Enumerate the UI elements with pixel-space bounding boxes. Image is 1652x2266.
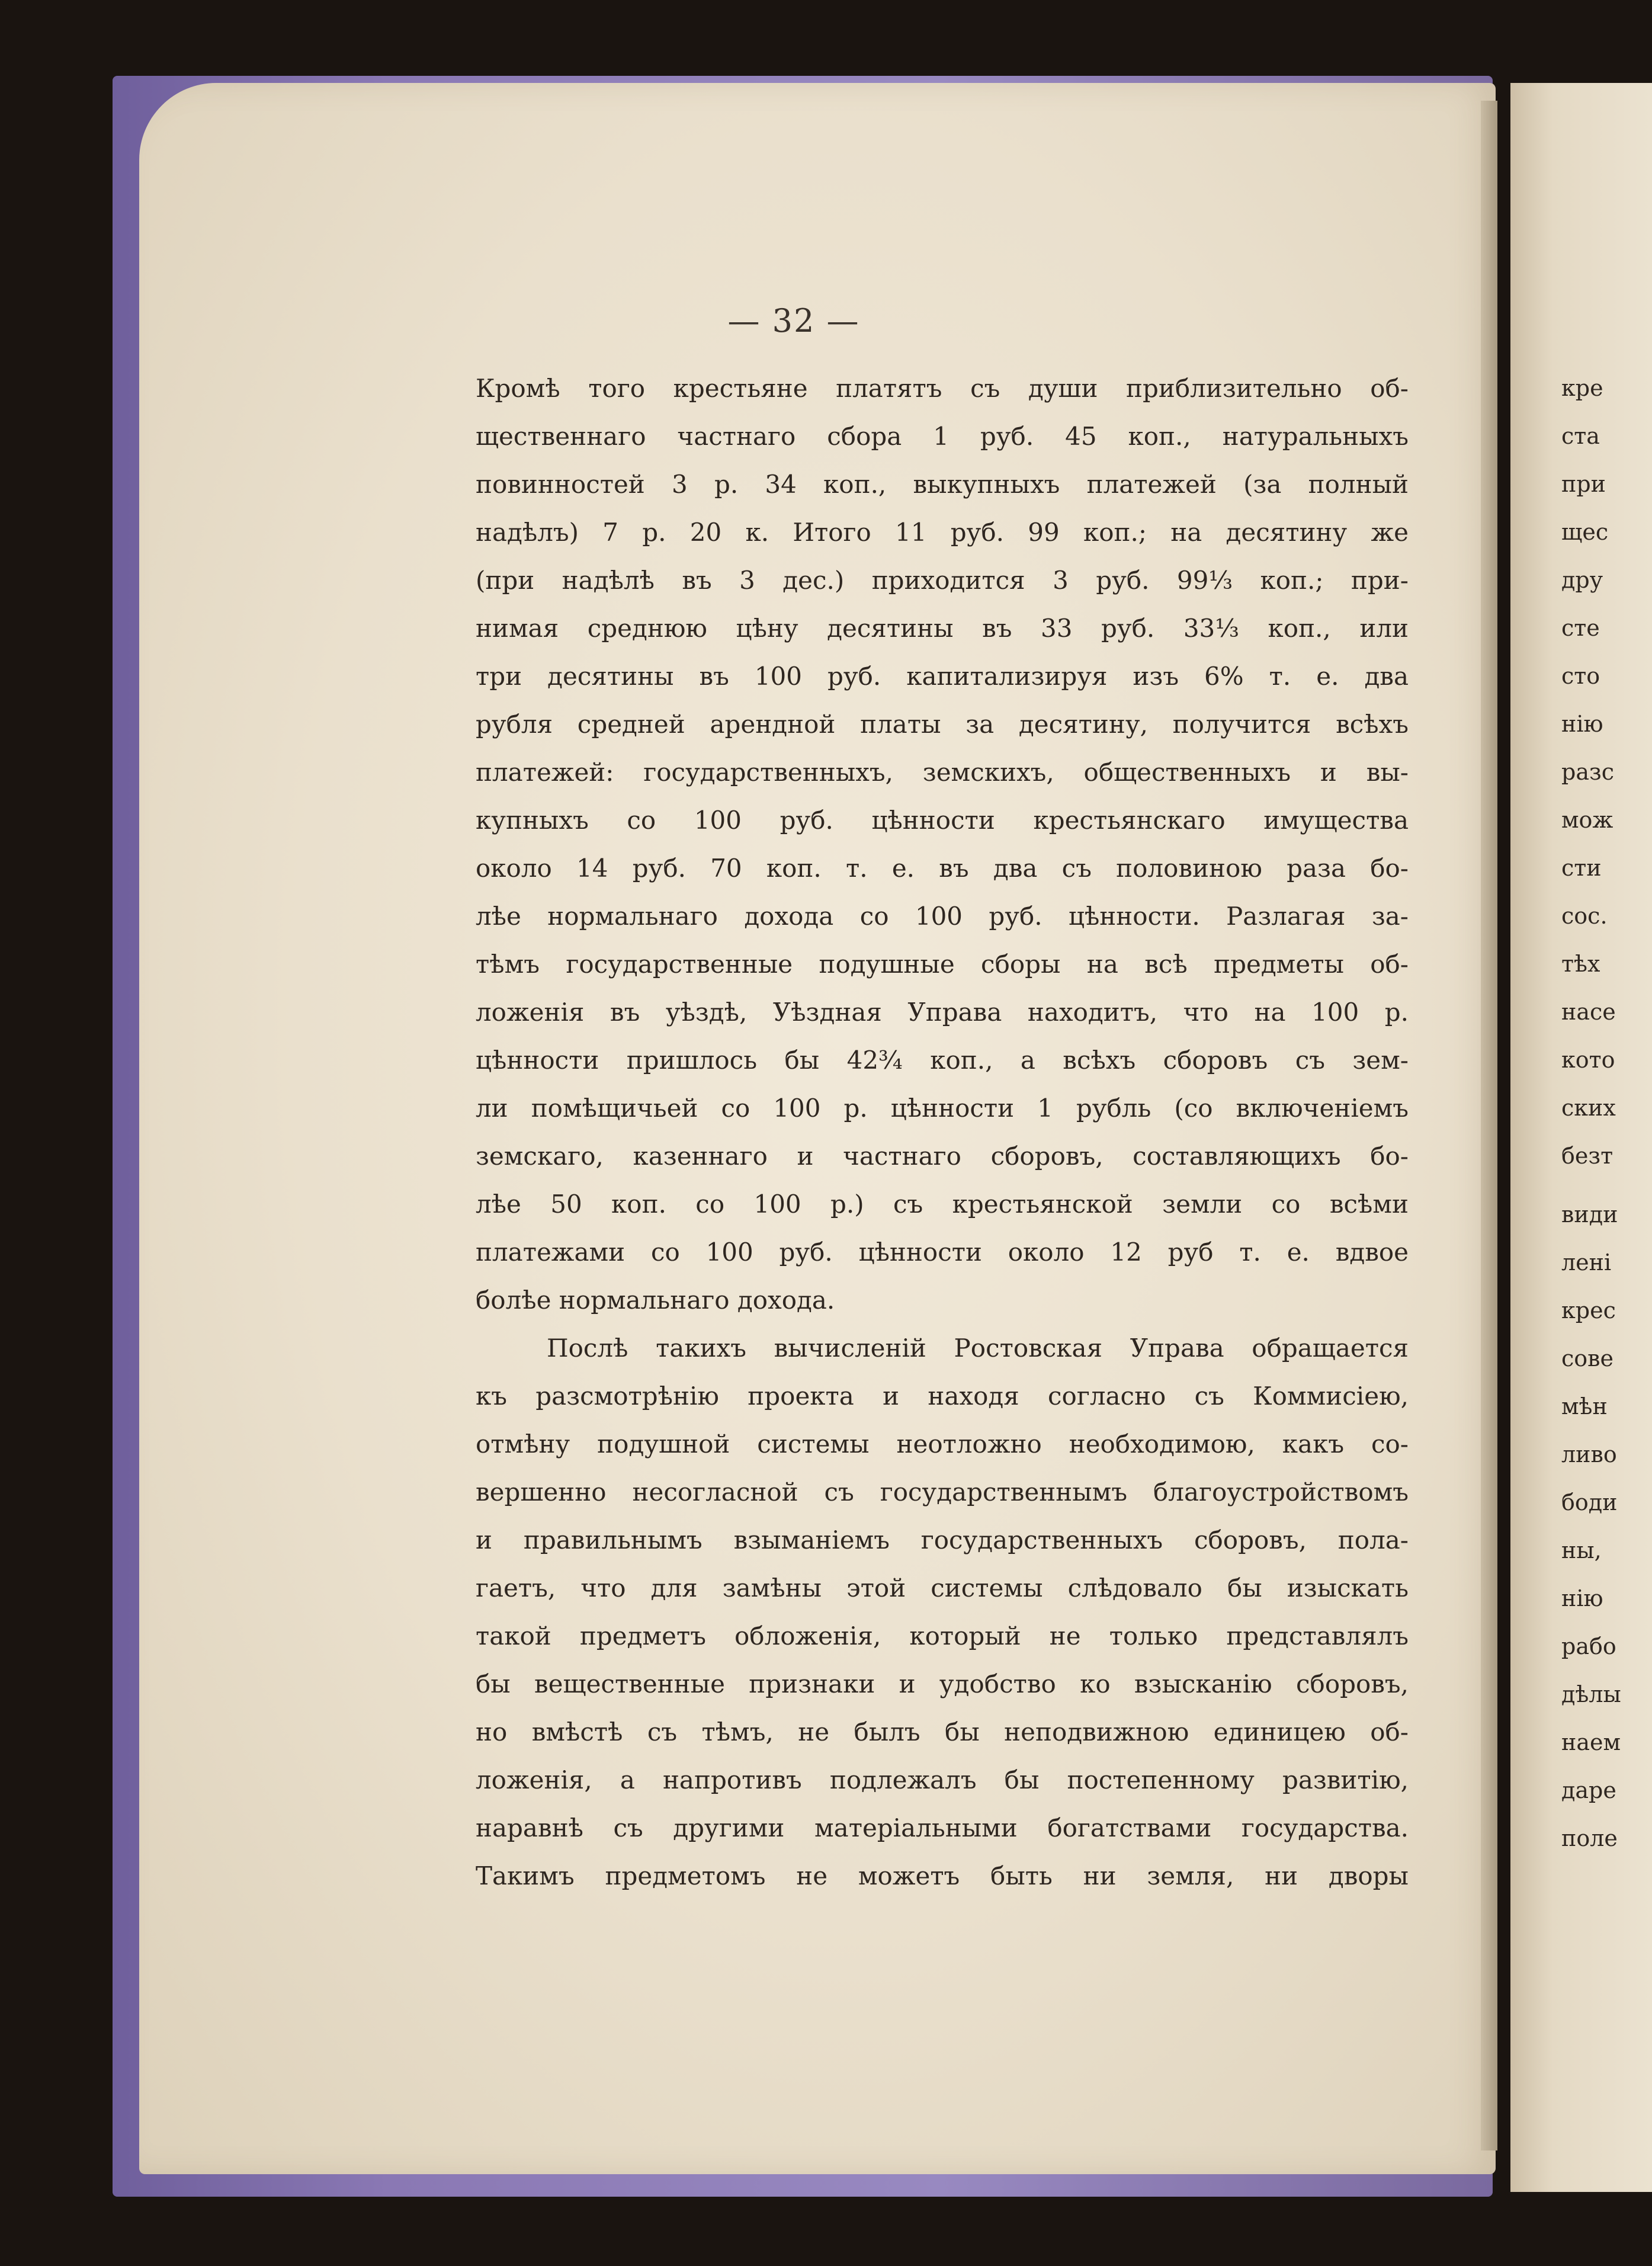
text-line: (при надѣлѣ въ 3 дес.) приходится 3 руб. 99⅓ коп.; при-: [476, 566, 1409, 595]
fragment-line: даре: [1561, 1777, 1616, 1803]
text-line: наравнѣ съ другими матеріальными богатствами государства.: [476, 1813, 1409, 1842]
text-line: купныхъ со 100 руб. цѣнности крестьянскаго имущества: [476, 806, 1409, 835]
page-edge: [1481, 101, 1497, 2150]
fragment-line: сове: [1561, 1345, 1614, 1371]
fragment-line: щес: [1561, 519, 1609, 545]
fragment-line: разс: [1561, 759, 1614, 785]
text-line: щественнаго частнаго сбора 1 руб. 45 коп., натуральныхъ: [476, 422, 1409, 451]
fragment-line: безт: [1561, 1143, 1613, 1169]
fragment-line: нію: [1561, 711, 1603, 737]
text-line: отмѣну подушной системы неотложно необходимою, какъ со-: [476, 1430, 1409, 1459]
fragment-line: мѣн: [1561, 1393, 1608, 1419]
fragment-line: ны,: [1561, 1537, 1602, 1563]
paragraph-end-line: болѣе нормальнаго дохода.: [476, 1286, 835, 1315]
text-line: бы вещественные признаки и удобство ко взысканію сборовъ,: [476, 1669, 1409, 1698]
text-line: такой предметъ обложенія, который не только представлялъ: [476, 1621, 1409, 1650]
fragment-line: рабо: [1561, 1633, 1616, 1659]
fragment-line: сос.: [1561, 903, 1608, 929]
fragment-line: сти: [1561, 855, 1602, 881]
text-line: цѣнности пришлось бы 42¾ коп., а всѣхъ сборовъ съ зем-: [476, 1046, 1409, 1075]
fragment-line: поле: [1561, 1825, 1618, 1851]
text-line: но вмѣстѣ съ тѣмъ, не былъ бы неподвижною единицею об-: [476, 1717, 1409, 1746]
text-line: лѣе нормальнаго дохода со 100 руб. цѣнности. Разлагая за-: [476, 902, 1409, 931]
text-line: Кромѣ того крестьяне платятъ съ души приблизительно об-: [476, 374, 1409, 403]
page-number: — 32 —: [727, 302, 860, 339]
text-line: ложенія въ уѣздѣ, Уѣздная Управа находитъ, что на 100 р.: [476, 998, 1409, 1027]
fragment-line: боди: [1561, 1489, 1618, 1515]
body-text: [476, 364, 1409, 1900]
text-line: рубля средней арендной платы за десятину, получится всѣхъ: [476, 710, 1409, 739]
fragment-line: нію: [1561, 1585, 1603, 1611]
text-line: три десятины въ 100 руб. капитализируя изъ 6% т. е. два: [476, 662, 1409, 691]
text-line: нимая среднюю цѣну десятины въ 33 руб. 33⅓ коп., или: [476, 614, 1409, 643]
text-line: къ разсмотрѣнію проекта и находя согласно съ Коммисіею,: [476, 1382, 1409, 1411]
fragment-line: кре: [1561, 375, 1603, 401]
fragment-line: ливо: [1561, 1441, 1617, 1467]
text-line: тѣмъ государственные подушные сборы на всѣ предметы об-: [476, 950, 1409, 979]
fragment-line: мож: [1561, 807, 1613, 833]
fragment-line: насе: [1561, 999, 1616, 1025]
fragment-line: ских: [1561, 1095, 1616, 1121]
text-line: земскаго, казеннаго и частнаго сборовъ, составляющихъ бо-: [476, 1142, 1409, 1171]
paragraph-start-line: Послѣ такихъ вычисленій Ростовская Управа обращается: [547, 1334, 1409, 1363]
fragment-line: ста: [1561, 423, 1600, 449]
fragment-line: при: [1561, 471, 1606, 497]
fragment-line: крес: [1561, 1297, 1616, 1323]
text-line: лѣе 50 коп. со 100 р.) съ крестьянской земли со всѣми: [476, 1190, 1409, 1219]
text-line: платежей: государственныхъ, земскихъ, общественныхъ и вы-: [476, 758, 1409, 787]
fragment-line: дѣлы: [1561, 1681, 1621, 1707]
fragment-line: кото: [1561, 1047, 1615, 1073]
fragment-line: дру: [1561, 567, 1603, 593]
fragment-line: лені: [1561, 1249, 1612, 1275]
text-line: ложенія, а напротивъ подлежалъ бы постепенному развитію,: [476, 1765, 1409, 1794]
text-line: ли помѣщичьей со 100 р. цѣнности 1 рубль (со включеніемъ: [476, 1094, 1409, 1123]
text-line: надѣлъ) 7 р. 20 к. Итого 11 руб. 99 коп.; на десятину же: [476, 518, 1409, 547]
fragment-line: тѣх: [1561, 951, 1600, 977]
next-page-fragments-top: [1561, 364, 1650, 1180]
text-line: и правильнымъ взыманіемъ государственныхъ сборовъ, пола-: [476, 1525, 1409, 1555]
fragment-line: сте: [1561, 615, 1600, 641]
fragment-line: сто: [1561, 663, 1600, 689]
text-line: платежами со 100 руб. цѣнности около 12 руб т. е. вдвое: [476, 1238, 1409, 1267]
fragment-line: види: [1561, 1201, 1618, 1227]
fragment-line: наем: [1561, 1729, 1621, 1755]
text-line: повинностей 3 р. 34 коп., выкупныхъ платежей (за полный: [476, 470, 1409, 499]
text-line: Такимъ предметомъ не можетъ быть ни земля, ни дворы: [476, 1861, 1409, 1890]
text-line: гаетъ, что для замѣны этой системы слѣдовало бы изыскать: [476, 1573, 1409, 1602]
text-line: вершенно несогласной съ государственнымъ благоустройствомъ: [476, 1477, 1409, 1507]
text-line: около 14 руб. 70 коп. т. е. въ два съ половиною раза бо-: [476, 854, 1409, 883]
next-page-fragments-bottom: [1561, 1191, 1650, 1863]
